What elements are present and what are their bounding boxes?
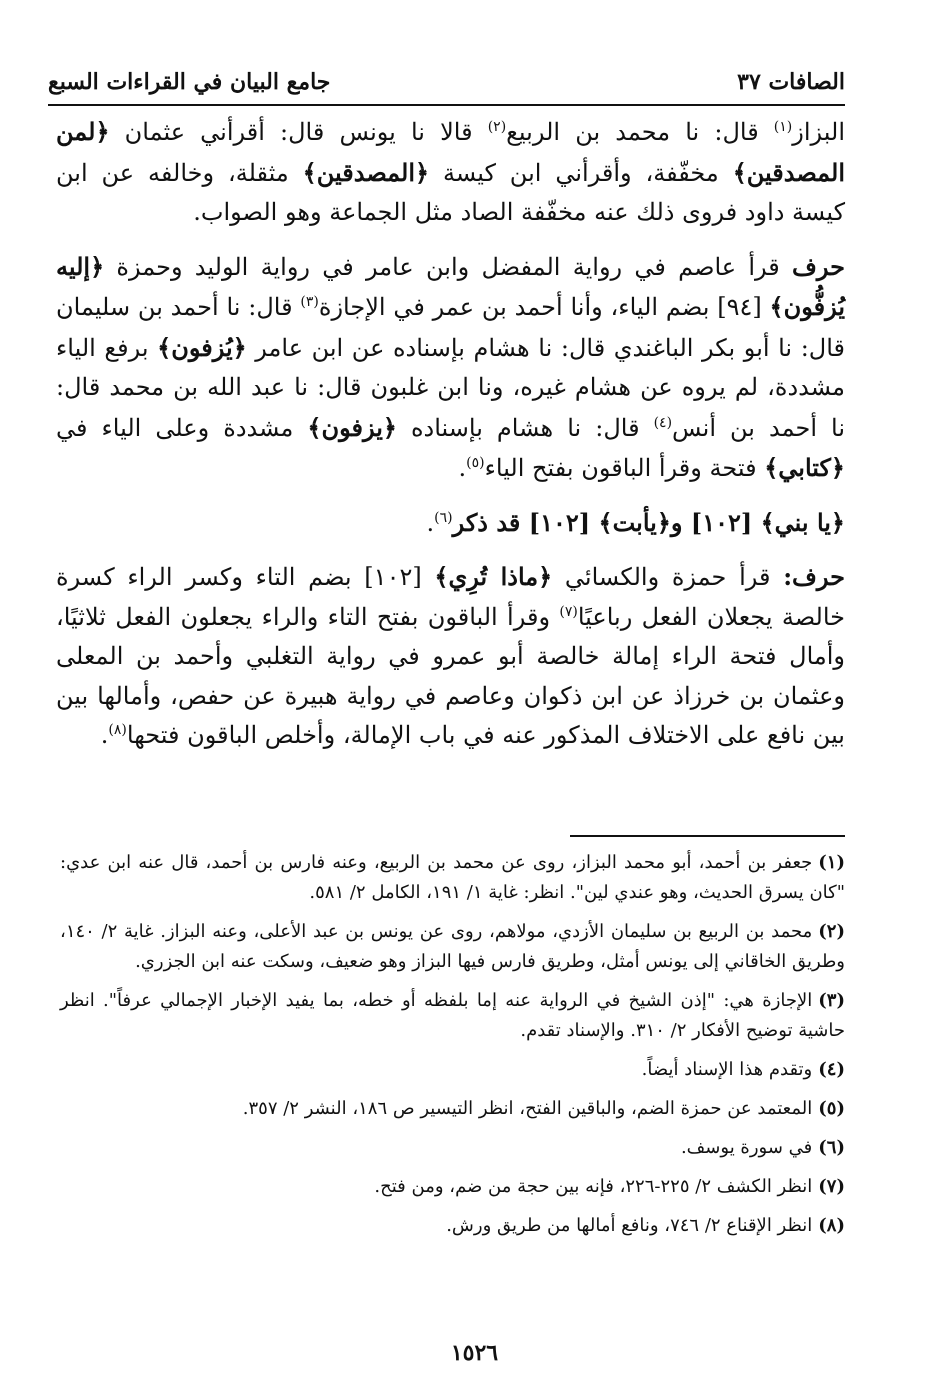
text-run: قرأ عاصم في رواية المفضل وابن عامر في رواية الوليد وحمزة xyxy=(104,252,793,281)
footnote-3 xyxy=(60,986,845,1046)
quranic-word: ﴿يا بني﴾ xyxy=(760,507,845,537)
quranic-word: ﴿يزفون﴾ xyxy=(307,412,397,442)
footnote-ref-7: (٧) xyxy=(559,603,578,620)
surah-page-label: الصافات ٣٧ xyxy=(737,69,845,95)
quranic-word: ﴿لمن المصدقين﴾ xyxy=(56,117,845,187)
quranic-word: ﴿كتابي﴾ xyxy=(764,453,845,482)
quranic-word: ﴿يُزفون﴾ xyxy=(157,332,247,362)
paragraph-2 xyxy=(56,247,845,489)
footnote-number: (٨) xyxy=(818,1215,845,1236)
text-run: برفع الياء مشددة، لم يروه عن هشام غيره، ونا ابن غلبون قال: نا عبد الله بن محمد قال: نا أحمد بن أنس xyxy=(56,333,846,442)
book-title: جامع البيان في القراءات السبع xyxy=(48,69,331,95)
footnote-number: (٧) xyxy=(818,1176,845,1197)
paragraph-3 xyxy=(56,503,845,544)
footnote-5 xyxy=(60,1094,845,1124)
quranic-word: ﴿ماذا تُرِي﴾ xyxy=(434,562,553,591)
text-run: قرأ حمزة والكسائي xyxy=(552,563,784,591)
footnote-1 xyxy=(60,848,845,908)
footnote-8 xyxy=(60,1211,845,1241)
running-header xyxy=(48,62,845,102)
footnote-number: (٣) xyxy=(818,990,845,1011)
text-run: مثقلة، وخالفه عن ابن كيسة داود فروى ذلك عنه مخفّفة الصاد مثل الجماعة وهو الصواب. xyxy=(56,158,845,226)
footnote-separator xyxy=(570,835,845,837)
paragraph-1 xyxy=(56,112,845,233)
footnote-ref-5: (٥) xyxy=(466,455,485,471)
footnote-ref-1: (١) xyxy=(773,119,793,135)
footnote-7 xyxy=(60,1172,845,1202)
footnote-number: (٦) xyxy=(818,1137,845,1158)
footnote-text: وتقدم هذا الإسناد أيضاً. xyxy=(641,1059,813,1080)
footnote-text: انظر الكشف ٢/ ٢٢٥-٢٢٦، فإنه بين حجة من ضم، ومن فتح. xyxy=(374,1176,813,1197)
footnote-number: (٥) xyxy=(818,1098,845,1119)
footnote-4 xyxy=(60,1055,845,1085)
quranic-word: ﴿يأبت﴾ xyxy=(598,507,671,537)
text-run: البزاز xyxy=(792,118,845,146)
text-run: [١٠٢] بضم التاء وكسر الراء كسرة خالصة يجعلان الفعل رباعيًا xyxy=(56,563,846,631)
text-run: قال: نا هشام بإسناده xyxy=(396,413,654,442)
footnote-number: (٤) xyxy=(818,1059,845,1080)
footnote-text: في سورة يوسف. xyxy=(680,1137,813,1158)
text-run: فتحة وقرأ الباقون بفتح الياء xyxy=(484,454,765,482)
footnote-ref-3: (٣) xyxy=(300,294,319,310)
footnote-text: محمد بن الربيع بن سليمان الأزدي، مولاهم، روى عن يونس بن عبد الأعلى، وعنه البزاز. غاية ٢/ ١٤٠، وطريق الخاقاني إلى يونس أمثل، وطريق فارس فيها البزاز وهو ضعيف، وسكت عنه ابن الجزري. xyxy=(60,921,845,972)
text-run: [٩٤] بضم الياء، وأنا أحمد بن عمر في الإجازة xyxy=(318,293,770,321)
header-rule xyxy=(48,104,845,106)
text-run: مخفّفة، وأقرأني ابن كيسة xyxy=(429,158,733,187)
text-run: . xyxy=(426,508,435,537)
paragraph-4 xyxy=(56,557,845,756)
text-run: قال: نا محمد بن الربيع xyxy=(506,118,774,146)
footnote-ref-8: (٨) xyxy=(108,722,127,738)
quranic-word: ﴿المصدقين﴾ xyxy=(302,157,430,187)
footnote-number: (٢) xyxy=(818,921,845,942)
footnote-ref-4: (٤) xyxy=(653,414,673,431)
text-run: [١٠٢] و xyxy=(670,507,761,537)
footnote-ref-6: (٦) xyxy=(434,509,453,526)
footnotes xyxy=(60,848,845,1250)
footnote-text: الإجازة هي: "إذن الشيخ في الرواية عنه إما بلفظه أو خطه، بما يفيد الإخبار الإجمالي عرفاً". انظر حاشية توضيح الأفكار ٢/ ٣١٠. والإسناد تقدم. xyxy=(60,990,845,1041)
footnote-number: (١) xyxy=(818,852,845,873)
text-run: . xyxy=(100,721,109,749)
quranic-word: ﴿إليه يُزفُّون﴾ xyxy=(56,251,846,321)
footnote-ref-2: (٢) xyxy=(487,119,507,135)
text-run: . xyxy=(458,454,467,482)
footnote-text: جعفر بن أحمد، أبو محمد البزاز، روى عن محمد بن الربيع، وعنه فارس بن أحمد، قال عنه ابن عدي: "كان يسرق الحديث، وهو عندي لين". انظر: غاية ١/ ١٩١، الكامل ٢/ ٥٨١. xyxy=(60,852,845,903)
main-text xyxy=(56,112,845,767)
section-lead: حرف xyxy=(792,251,845,281)
text-run: قالا نا يونس قال: أقرأني عثمان xyxy=(109,118,488,146)
text-run: قال: نا أحمد بن سليمان قال: نا أبو بكر الباغندي قال: نا هشام بإسناده عن ابن عامر xyxy=(56,293,846,362)
footnote-6 xyxy=(60,1133,845,1163)
text-run: مشددة وعلى الياء في xyxy=(56,413,308,442)
section-lead: حرف: xyxy=(783,562,846,591)
footnote-text: المعتمد عن حمزة الضم، والباقين الفتح، انظر التيسير ص ١٨٦، النشر ٢/ ٣٥٧. xyxy=(242,1098,813,1119)
text-run: وقرأ الباقون بفتح التاء والراء يجعلون الفعل ثلاثيًا، وأمال فتحة الراء إمالة خالصة أبو عمرو في رواية التغلبي وأحمد بن المعلى وعثمان بن خرزاذ عن ابن ذكوان وعاصم في رواية هبيرة عن حفص، وأمالها بين بين نافع على الاختلاف المذكور عنه في باب الإمالة، وأخلص الباقون فتحها xyxy=(56,602,845,749)
text-run: [١٠٢] قد ذكر xyxy=(452,507,599,537)
footnote-2 xyxy=(60,917,845,977)
page-number: ١٥٢٦ xyxy=(450,1340,499,1366)
footnote-text: انظر الإقناع ٢/ ٧٤٦، ونافع أمالها من طريق ورش. xyxy=(446,1215,813,1236)
